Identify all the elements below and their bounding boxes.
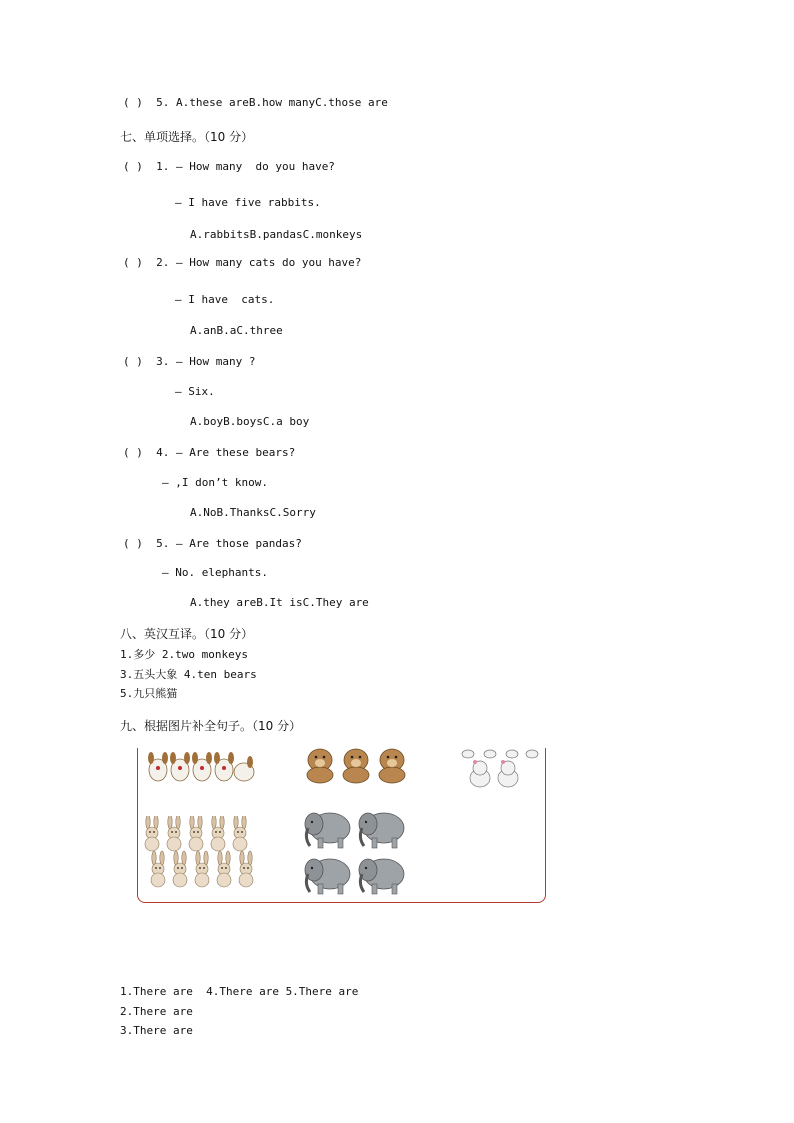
question-row (123, 160, 335, 174)
rabbits-picture (144, 816, 262, 890)
answer-text: — Six. (175, 385, 215, 398)
question-row (123, 355, 255, 369)
question-row (123, 446, 295, 460)
question-text: 2. — How many cats do you have? (156, 256, 362, 269)
options-text: A.they areB.It isC.They are (190, 596, 369, 609)
answer-paren: ( ) (123, 537, 143, 550)
answer-text: — ,I don’t know. (162, 476, 268, 489)
options-text: A.NoB.ThanksC.Sorry (190, 506, 316, 519)
answer-text: — I have five rabbits. (175, 196, 321, 209)
elephants-picture (304, 806, 418, 898)
question-text: 5. A.these areB.how manyC.those are (156, 96, 388, 109)
answer-paren: ( ) (123, 160, 143, 173)
bears-picture (300, 748, 416, 784)
answer-paren: ( ) (123, 446, 143, 459)
translation-line: 1.多少 2.two monkeys (120, 648, 248, 661)
question-text: 3. — How many ? (156, 355, 256, 368)
dogs-picture (146, 748, 258, 784)
options-text: A.rabbitsB.pandasC.monkeys (190, 228, 363, 241)
answer-paren: ( ) (123, 96, 143, 109)
question-row (123, 96, 388, 110)
answer-paren: ( ) (123, 355, 143, 368)
answer-text: — I have cats. (175, 293, 275, 306)
question-row (123, 256, 361, 270)
answer-paren: ( ) (123, 256, 143, 269)
options-text: A.anB.aC.three (190, 324, 283, 337)
picture-frame (137, 748, 546, 903)
answer-line: 2.There are (120, 1005, 193, 1018)
question-row (123, 537, 302, 551)
question-text: 1. — How many do you have? (156, 160, 335, 173)
cats-picture (460, 748, 540, 794)
translation-line: 3.五头大象 4.ten bears (120, 668, 257, 681)
answer-line: 3.There are (120, 1024, 193, 1037)
section-heading: 八、英汉互译。（10 分） (120, 627, 254, 641)
question-text: 5. — Are those pandas? (156, 537, 302, 550)
answer-text: — No. elephants. (162, 566, 268, 579)
translation-line: 5.九只熊猫 (120, 687, 178, 700)
answer-line: 1.There are 4.There are 5.There are (120, 985, 359, 998)
section-heading: 九、根据图片补全句子。（10 分） (120, 719, 302, 733)
section-heading: 七、单项选择。（10 分） (120, 130, 254, 144)
question-text: 4. — Are these bears? (156, 446, 296, 459)
options-text: A.boyB.boysC.a boy (190, 415, 310, 428)
